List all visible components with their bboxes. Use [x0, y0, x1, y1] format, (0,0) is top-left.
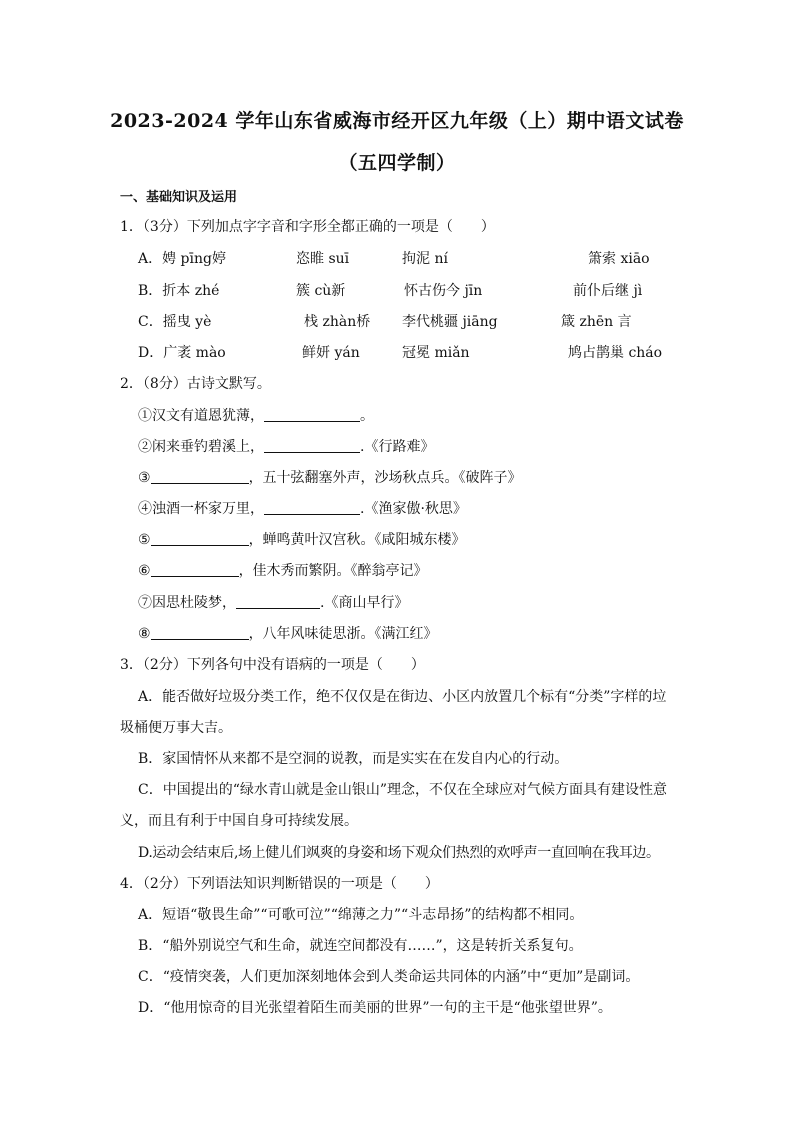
- option-b-word-1: B．折本 zhé: [138, 283, 220, 299]
- question-3-option-d: D.运动会结束后,场上健儿们飒爽的身姿和场下观众们热烈的欢呼声一直回响在我耳边。: [138, 845, 660, 861]
- dictation-item-1: [138, 405, 374, 425]
- dictation-item-4: [138, 498, 467, 518]
- dictation-item-3: [138, 467, 522, 487]
- dictation-item-2-post: .《行路难》: [360, 439, 435, 455]
- question-3-option-a-line-1: A．能否做好垃圾分类工作，绝不仅仅是在街边、小区内放置几个标有“分类”字样的垃: [138, 689, 667, 705]
- dictation-item-3-pre: ③: [138, 470, 151, 486]
- answer-blank-6[interactable]: [151, 562, 239, 577]
- dictation-item-8-post: ，八年风味徒思浙。《满江红》: [248, 626, 438, 642]
- dictation-item-3-post: ，五十弦翻塞外声，沙场秋点兵。《破阵子》: [248, 470, 522, 486]
- option-b-word-2: 簇 cù新: [296, 283, 346, 299]
- dictation-item-1-post: 。: [360, 408, 374, 424]
- dictation-item-7-post: .《商山早行》: [320, 595, 409, 611]
- answer-blank-1[interactable]: [264, 407, 360, 422]
- question-1-stem: 1．（3分）下列加点字字音和字形全都正确的一项是（ ）: [120, 219, 495, 235]
- dictation-item-4-pre: ④浊酒一杯家万里，: [138, 501, 264, 517]
- dictation-item-2-pre: ②闲来垂钓碧溪上，: [138, 439, 264, 455]
- answer-blank-4[interactable]: [264, 500, 360, 515]
- answer-blank-7[interactable]: [236, 594, 320, 609]
- exam-subtitle: （五四学制）: [338, 152, 456, 174]
- dictation-item-5-post: ，蝉鸣黄叶汉宫秋。《咸阳城东楼》: [248, 532, 466, 548]
- question-4-option-d: D．“他用惊奇的目光张望着陌生而美丽的世界”一句的主干是“他张望世界”。: [138, 1000, 612, 1016]
- dictation-item-6: [138, 560, 428, 580]
- option-d-word-3: 冠冕 miǎn: [402, 345, 470, 361]
- option-a-word-2: 恣睢 suī: [296, 251, 350, 267]
- option-b-word-4: 前仆后继 jì: [573, 283, 643, 299]
- option-c-word-1: C．摇曳 yè: [138, 314, 212, 330]
- option-b-word-3: 怀古伤今 jīn: [404, 283, 483, 299]
- exam-title: 2023-2024 学年山东省威海市经开区九年级（上）期中语文试卷: [110, 110, 684, 132]
- dictation-item-7-pre: ⑦因思杜陵梦，: [138, 595, 236, 611]
- question-3-option-a-line-2: 圾桶便万事大吉。: [120, 720, 232, 736]
- question-4-option-c: C．“疫情突袭，人们更加深刻地体会到人类命运共同体的内涵”中“更加”是副词。: [138, 969, 640, 985]
- dictation-item-2: [138, 436, 434, 456]
- dictation-item-6-pre: ⑥: [138, 563, 151, 579]
- option-a-word-1: A．娉 pīng婷: [138, 251, 226, 267]
- dictation-item-5: [138, 529, 466, 549]
- dictation-item-5-pre: ⑤: [138, 532, 151, 548]
- option-d-word-1: D．广袤 mào: [138, 345, 226, 361]
- question-3-option-c-line-2: 义，而且有利于中国自身可持续发展。: [120, 813, 358, 829]
- option-d-word-2: 鲜妍 yán: [302, 345, 360, 361]
- question-3-option-b: B．家国情怀从来都不是空洞的说教，而是实实在在发自内心的行动。: [138, 751, 569, 767]
- question-4-option-a: A．短语“敬畏生命”“可歌可泣”“绵薄之力”“斗志昂扬”的结构都不相同。: [138, 907, 584, 923]
- answer-blank-3[interactable]: [151, 469, 249, 484]
- dictation-item-8-pre: ⑧: [138, 626, 151, 642]
- question-2-stem: 2．（8分）古诗文默写。: [120, 376, 271, 392]
- question-4-stem: 4．（2分）下列语法知识判断错误的一项是（ ）: [120, 876, 439, 892]
- answer-blank-2[interactable]: [264, 438, 360, 453]
- option-a-word-4: 箫索 xiāo: [588, 251, 650, 267]
- dictation-item-7: [138, 592, 408, 612]
- dictation-item-6-post: ，佳木秀而繁阴。《醉翁亭记》: [238, 563, 428, 579]
- option-c-word-4: 箴 zhēn 言: [561, 314, 632, 330]
- question-3-stem: 3．（2分）下列各句中没有语病的一项是（ ）: [120, 657, 425, 673]
- question-3-option-c-line-1: C．中国提出的“绿水青山就是金山银山”理念，不仅在全球应对气候方面具有建设性意: [138, 782, 668, 798]
- option-c-word-2: 栈 zhàn桥: [304, 314, 371, 330]
- dictation-item-8: [138, 623, 438, 643]
- option-c-word-3: 李代桃疆 jiāng: [402, 314, 498, 330]
- dictation-item-4-post: .《渔家傲·秋思》: [360, 501, 467, 517]
- answer-blank-8[interactable]: [151, 625, 249, 640]
- section-heading: 一、基础知识及运用: [120, 190, 238, 205]
- question-4-option-b: B．“船外别说空气和生命，就连空间都没有……”，这是转折关系复句。: [138, 938, 583, 954]
- option-a-word-3: 拘泥 ní: [402, 251, 448, 267]
- dictation-item-1-pre: ①汉文有道恩犹薄，: [138, 408, 264, 424]
- answer-blank-5[interactable]: [151, 531, 249, 546]
- option-d-word-4: 鸠占鹊巢 cháo: [568, 345, 663, 361]
